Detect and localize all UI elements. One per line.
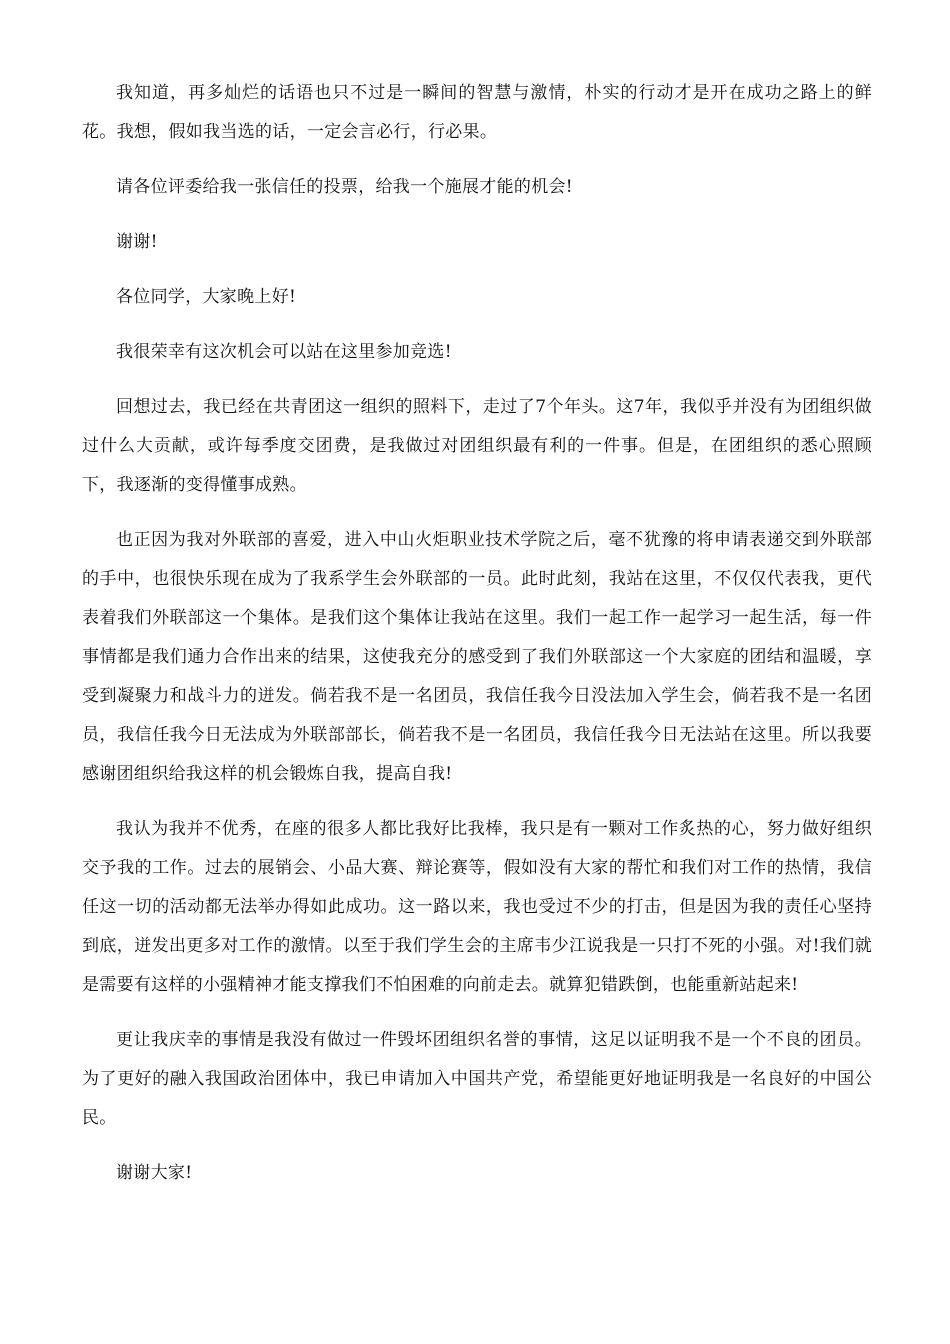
- document-body: [82, 74, 872, 1209]
- paragraph: 谢谢大家!: [116, 1163, 193, 1183]
- paragraph: 我认为我并不优秀，在座的很多人都比我好比我棒，我只是有一颗对工作炙热的心，努力做好组织交予我的工作。过去的展销会、小品大赛、辩论赛等，假如没有大家的帮忙和我们对工作的热情，我信任这一切的活动都无法举办得如此成功。这一路以来，我也受过不少的打击，但是因为我的责任心坚持到底，迸发出更多对工作的激情。以至于我们学生会的主席韦少江说我是一只打不死的小强。对!我们就是需要有这样的小强精神才能支撑我们不怕困难的向前走去。就算犯错跌倒，也能重新站起来!: [82, 819, 872, 995]
- paragraph: 各位同学，大家晚上好!: [116, 287, 297, 307]
- paragraph: 更让我庆幸的事情是我没有做过一件毁坏团组织名誉的事情，这足以证明我不是一个不良的团员。为了更好的融入我国政治团体中，我已申请加入中国共产党，希望能更好地证明我是一名良好的中国公民。: [82, 1030, 872, 1128]
- paragraph: 谢谢!: [116, 232, 158, 252]
- paragraph: 我知道，再多灿烂的话语也只不过是一瞬间的智慧与激情，朴实的行动才是开在成功之路上的鲜花。我想，假如我当选的话，一定会言必行，行必果。: [82, 83, 872, 142]
- paragraph: 我很荣幸有这次机会可以站在这里参加竞选!: [116, 342, 452, 362]
- paragraph: 回想过去，我已经在共青团这一组织的照料下，走过了7个年头。这7年，我似乎并没有为团组织做过什么大贡献，或许每季度交团费，是我做过对团组织最有利的一件事。但是，在团组织的悉心照顾下，我逐渐的变得懂事成熟。: [82, 397, 872, 495]
- paragraph: 请各位评委给我一张信任的投票，给我一个施展才能的机会!: [116, 177, 573, 197]
- paragraph: 也正因为我对外联部的喜爱，进入中山火炬职业技术学院之后，毫不犹豫的将申请表递交到外联部的手中，也很快乐现在成为了我系学生会外联部的一员。此时此刻，我站在这里，不仅仅代表我，更代表着我们外联部这一个集体。是我们这个集体让我站在这里。我们一起工作一起学习一起生活，每一件事情都是我们通力合作出来的结果，这使我充分的感受到了我们外联部这一个大家庭的团结和温暖，享受到凝聚力和战斗力的迸发。倘若我不是一名团员，我信任我今日没法加入学生会，倘若我不是一名团员，我信任我今日无法成为外联部部长，倘若我不是一名团员，我信任我今日无法站在这里。所以我要感谢团组织给我这样的机会锻炼自我，提高自我!: [82, 530, 872, 784]
